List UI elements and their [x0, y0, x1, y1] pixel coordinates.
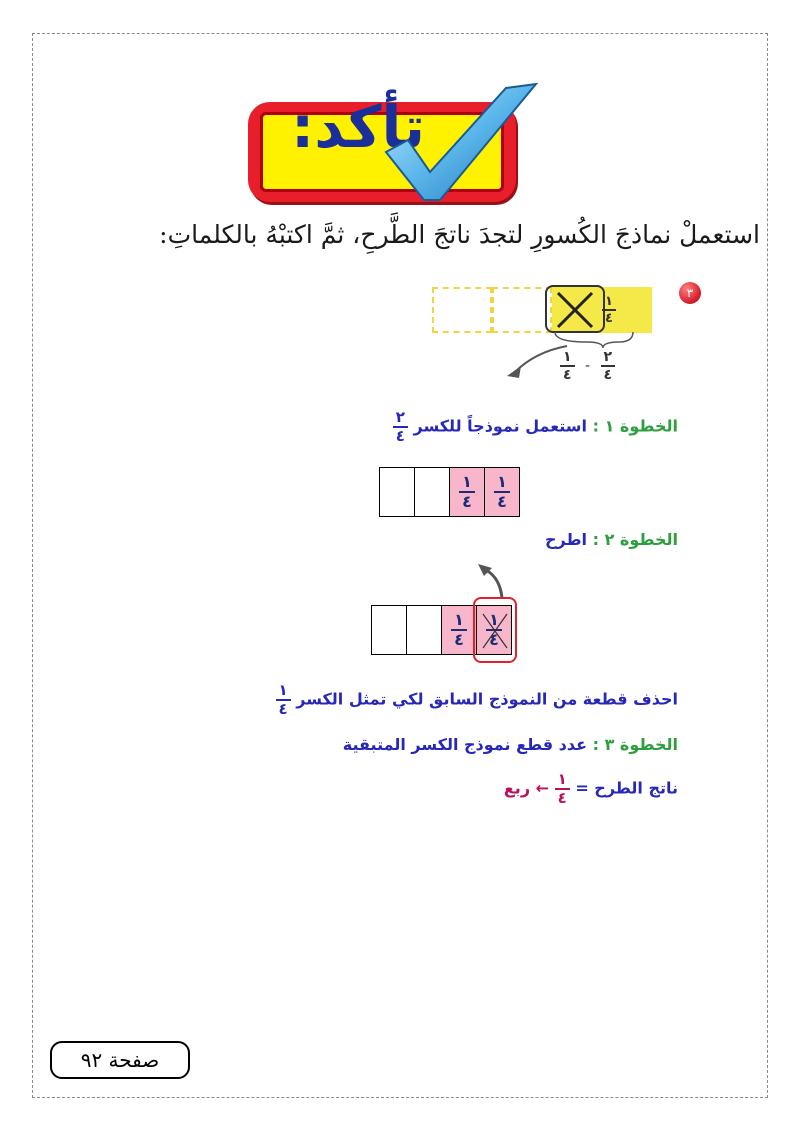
removed-piece-highlight — [473, 597, 517, 663]
step-1: الخطوة ١ : استعمل نموذجاً للكسر $\frac{٢}{٤}$ — [393, 410, 678, 444]
fraction-model-1: $\frac{١}{٤}$ $\frac{١}{٤}$ — [380, 467, 520, 517]
exercise-number: ٣ — [679, 282, 701, 304]
step-3: الخطوة ٣ : عدد قطع نموذج الكسر المتبقية — [342, 735, 678, 754]
remove-note: احذف قطعة من النموذج السابق لكي تمثل الكسر $\frac{١}{٤}$ — [276, 683, 678, 717]
subtraction-expression: $\frac{١}{٤}$ - $\frac{٢}{٤}$ — [560, 350, 615, 382]
fraction-strip — [432, 287, 652, 333]
page-number-label: صفحة ٩٢ — [50, 1041, 190, 1079]
step-2: الخطوة ٢ : اطرح — [544, 530, 678, 549]
check-mark-icon — [378, 80, 538, 205]
strip-fraction: $\frac{١}{٤}$ — [602, 295, 616, 325]
instruction-text: استعملْ نماذجَ الكُسورِ لتجدَ ناتجَ الطَّرحِ، ثمَّ اكتبْهُ بالكلماتِ: — [159, 220, 760, 249]
badge-title: تأكد: — [291, 93, 425, 161]
cross-mark-icon — [552, 289, 598, 331]
header-badge — [240, 80, 540, 205]
result-line: ناتج الطرح = $\frac{١}{٤}$ ← ربع — [503, 770, 678, 807]
fraction-model-2: $\frac{١}{٤}$ $\frac{١}{٤}$ — [372, 605, 512, 655]
curved-arrow-icon — [470, 560, 510, 600]
